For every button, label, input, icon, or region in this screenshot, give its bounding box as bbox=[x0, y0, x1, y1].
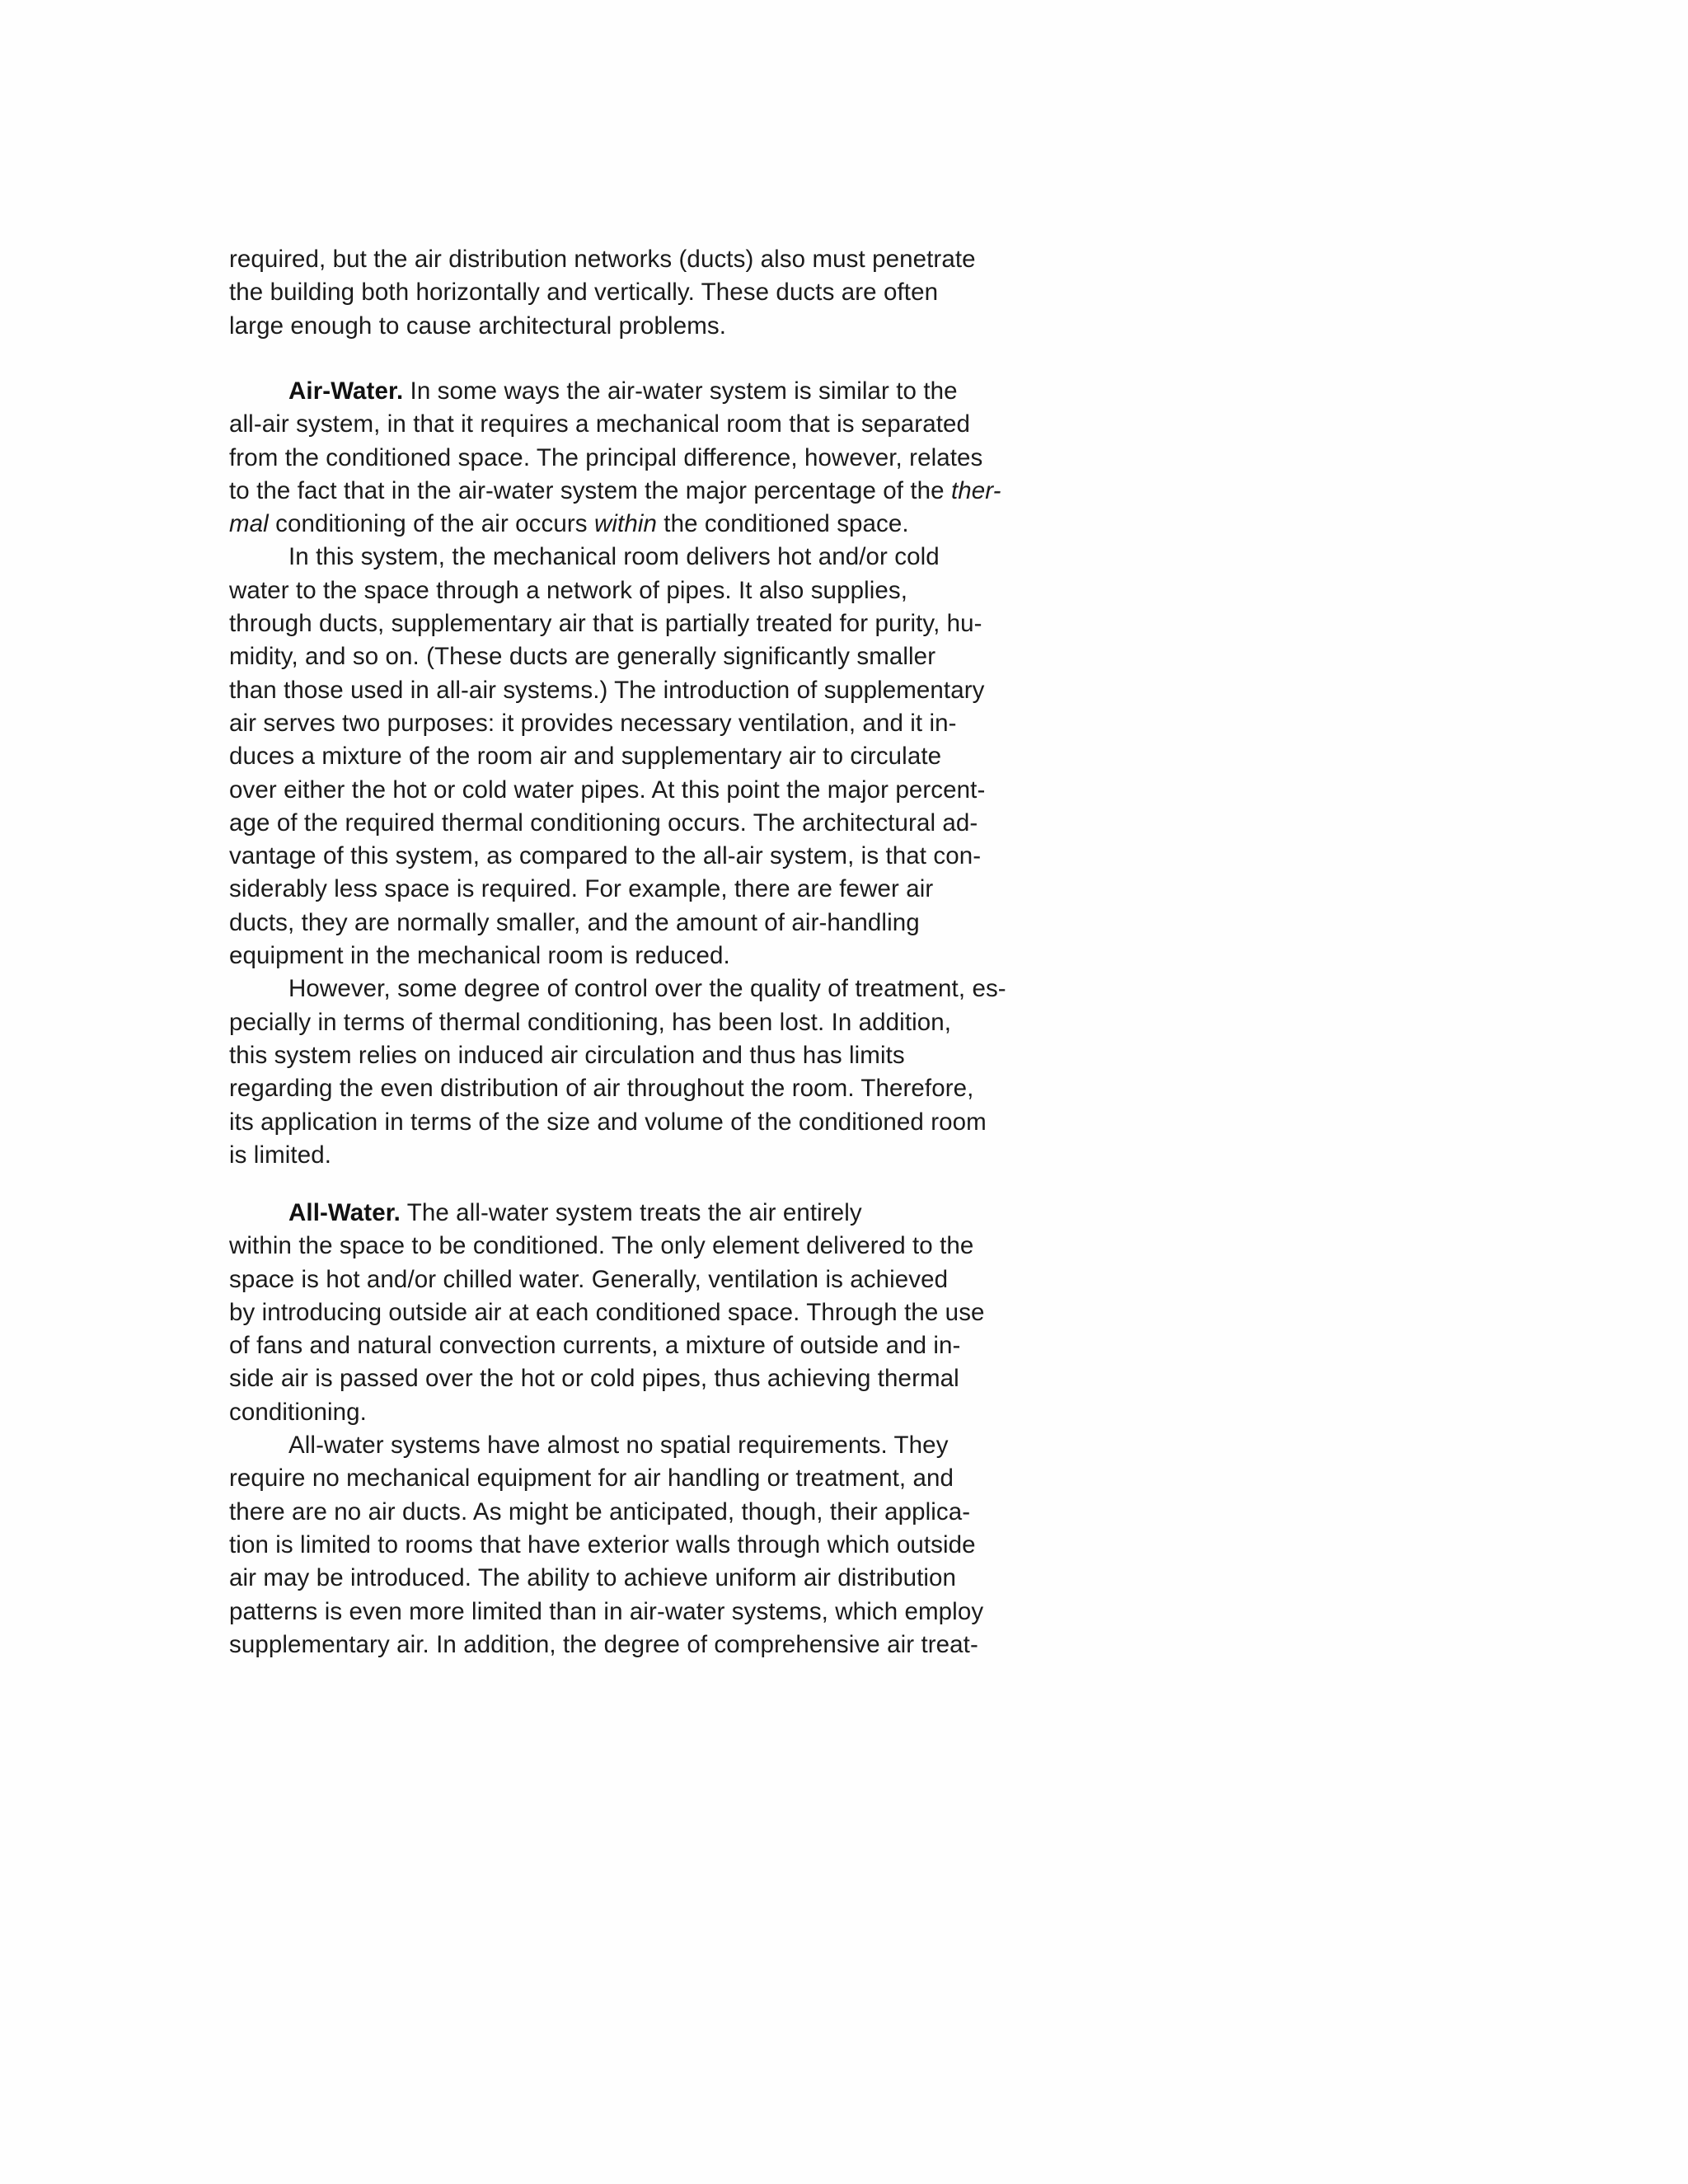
text-line: midity, and so on. (These ducts are generally significantly smaller bbox=[229, 643, 936, 671]
section-all-water bbox=[229, 1197, 1082, 1661]
text-line: this system relies on induced air circulation and thus has limits bbox=[229, 1041, 905, 1069]
text-line: side air is passed over the hot or cold pipes, thus achieving thermal bbox=[229, 1365, 959, 1393]
text-line: duces a mixture of the room air and supplementary air to circulate bbox=[229, 743, 942, 771]
text-line: required, but the air distribution networks (ducts) also must penetrate bbox=[229, 246, 976, 273]
text-line: age of the required thermal conditioning occurs. The architectural ad- bbox=[229, 808, 978, 837]
text-line: tion is limited to rooms that have exterior walls through which outside bbox=[229, 1530, 976, 1558]
text-line: All-water systems have almost no spatial requirements. They bbox=[288, 1432, 949, 1460]
text-line: over either the hot or cold water pipes. At this point the major percent- bbox=[229, 776, 986, 804]
paragraph-ducts-intro bbox=[229, 243, 1082, 343]
text-line: pecially in terms of thermal conditioning, has been lost. In addition, bbox=[229, 1008, 952, 1036]
text-line: space is hot and/or chilled water. Generally, ventilation is achieved bbox=[229, 1265, 949, 1293]
text-run: The all-water system treats the air entirely bbox=[400, 1199, 862, 1226]
text-line: large enough to cause architectural problems. bbox=[229, 312, 727, 340]
text-line: through ducts, supplementary air that is partially treated for purity, hu- bbox=[229, 610, 982, 638]
text-line: In this system, the mechanical room delivers hot and/or cold bbox=[288, 543, 940, 571]
text-line: from the conditioned space. The principal difference, however, relates bbox=[229, 443, 983, 471]
italic-run: mal bbox=[229, 510, 269, 538]
text-line: its application in terms of the size and volume of the conditioned room bbox=[229, 1108, 987, 1136]
section-air-water bbox=[229, 375, 1082, 1172]
text-line: However, some degree of control over the quality of treatment, es- bbox=[288, 975, 1006, 1003]
text-line: than those used in all-air systems.) The introduction of supplementary bbox=[229, 676, 985, 704]
text-line: of fans and natural convection currents, a mixture of outside and in- bbox=[229, 1332, 961, 1360]
text-line: equipment in the mechanical room is reduced. bbox=[229, 942, 730, 970]
text-line bbox=[229, 508, 1082, 541]
text-line: all-air system, in that it requires a mechanical room that is separated bbox=[229, 410, 971, 438]
text-run: conditioning of the air occurs bbox=[268, 510, 594, 538]
text-line: by introducing outside air at each conditioned space. Through the use bbox=[229, 1298, 985, 1326]
text-line: regarding the even distribution of air throughout the room. Therefore, bbox=[229, 1075, 974, 1103]
text-line: the building both horizontally and vertically. These ducts are often bbox=[229, 279, 939, 307]
text-line: siderably less space is required. For example, there are fewer air bbox=[229, 875, 934, 903]
italic-run: ther- bbox=[950, 476, 1001, 504]
text-line: supplementary air. In addition, the degree of comprehensive air treat- bbox=[229, 1630, 978, 1658]
section-heading-all-water: All-Water. bbox=[288, 1199, 401, 1226]
text-run: the conditioned space. bbox=[657, 510, 909, 538]
text-line bbox=[229, 475, 1082, 508]
text-line: vantage of this system, as compared to the all-air system, is that con- bbox=[229, 842, 982, 870]
text-line: require no mechanical equipment for air handling or treatment, and bbox=[229, 1465, 954, 1493]
text-line: air serves two purposes: it provides necessary ventilation, and it in- bbox=[229, 709, 957, 737]
section-heading-air-water: Air-Water. bbox=[288, 377, 404, 405]
text-line: conditioning. bbox=[229, 1398, 367, 1426]
text-run: In some ways the air-water system is similar to the bbox=[403, 377, 958, 405]
text-line bbox=[229, 1197, 1082, 1230]
text-line: air may be introduced. The ability to achieve uniform air distribution bbox=[229, 1564, 957, 1592]
text-run: to the fact that in the air-water system the major percentage of the bbox=[229, 476, 951, 504]
text-line: water to the space through a network of pipes. It also supplies, bbox=[229, 576, 908, 604]
text-line: is limited. bbox=[229, 1141, 332, 1169]
text-line: there are no air ducts. As might be anticipated, though, their applica- bbox=[229, 1497, 971, 1526]
text-line bbox=[229, 375, 1082, 408]
text-line: patterns is even more limited than in air-water systems, which employ bbox=[229, 1597, 984, 1625]
text-line: within the space to be conditioned. The only element delivered to the bbox=[229, 1232, 974, 1260]
text-line: ducts, they are normally smaller, and the amount of air-handling bbox=[229, 908, 920, 936]
italic-run: within bbox=[593, 510, 657, 538]
